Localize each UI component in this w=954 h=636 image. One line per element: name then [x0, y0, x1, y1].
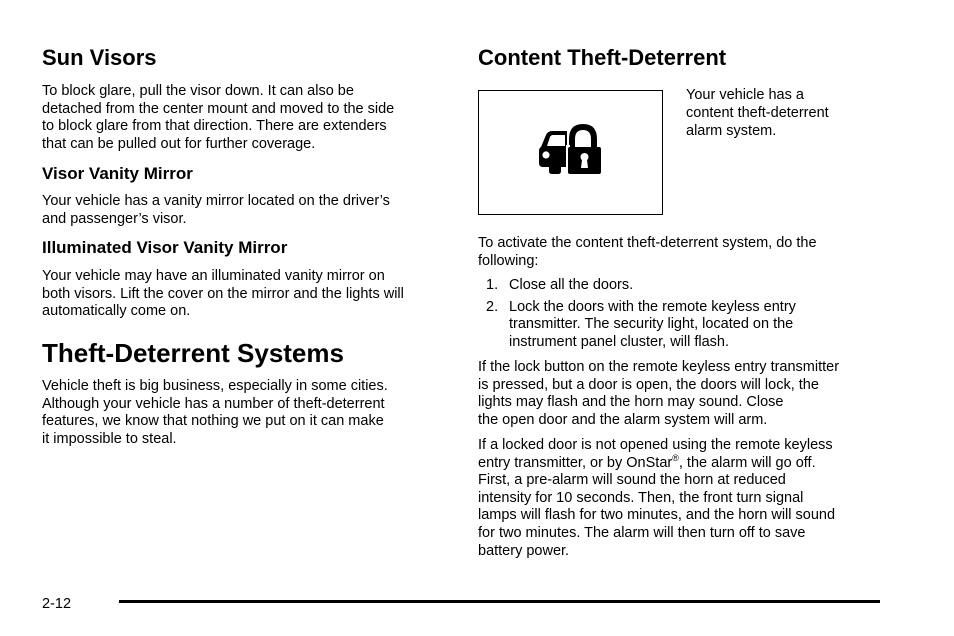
text-line: is pressed, but a door is open, the doors will lock, the: [478, 376, 819, 393]
icon-caption: [686, 86, 886, 140]
text-line: that can be pulled out for further coverage.: [42, 135, 316, 152]
paragraph-alarm: [478, 437, 835, 560]
text-line: Close all the doors.: [509, 277, 634, 293]
text-line: lamps will flash for two minutes, and the horn will sound: [478, 507, 836, 524]
text-line: features, we know that nothing we put on it can make: [42, 413, 384, 430]
text-line: content theft-deterrent: [686, 105, 829, 121]
vehicle-security-lock-icon: [537, 121, 603, 177]
text-line: Your vehicle has a vanity mirror located on the driver’s: [42, 193, 390, 209]
registered-mark: ®: [672, 452, 679, 463]
text-line: instrument panel cluster, will flash.: [509, 333, 730, 350]
paragraph-lock-button: [478, 359, 839, 429]
footer-rule: [119, 600, 880, 603]
text-line: To activate the content theft-deterrent system, do the: [478, 235, 817, 251]
step-number: 1.: [486, 277, 499, 293]
text-line: Your vehicle has a: [686, 87, 804, 103]
activation-steps: [486, 277, 796, 351]
text-line: transmitter. The security light, located on the: [509, 316, 794, 333]
list-item: [486, 299, 796, 352]
paragraph-visor-vanity-mirror: [42, 193, 390, 228]
heading-visor-vanity-mirror: Visor Vanity Mirror: [42, 164, 193, 183]
paragraph-sun-visors: [42, 83, 394, 153]
text-line: to block glare from that direction. There are extenders: [42, 118, 387, 135]
text-line: lights may flash and the horn may sound. Close: [478, 394, 784, 411]
page-number: 2-12: [42, 596, 72, 612]
text-line: both visors. Lift the cover on the mirror and the lights will: [42, 285, 404, 302]
paragraph-activate: [478, 235, 817, 270]
text-line: First, a pre-alarm will sound the horn at reduced: [478, 472, 786, 489]
text-line: If a locked door is not opened using the remote keyless: [478, 437, 833, 453]
text-line: and passenger’s visor.: [42, 210, 187, 227]
text-fragment: , the alarm will go off.: [678, 454, 816, 471]
text-line: Vehicle theft is big business, especially in some cities.: [42, 378, 388, 394]
text-line: automatically come on.: [42, 303, 191, 320]
text-line: for two minutes. The alarm will then turn off to save: [478, 524, 806, 541]
text-line: battery power.: [478, 542, 570, 559]
heading-theft-deterrent-systems: Theft-Deterrent Systems: [42, 338, 344, 368]
text-line: [478, 452, 816, 471]
heading-sun-visors: Sun Visors: [42, 45, 157, 70]
heading-illuminated-visor-vanity-mirror: Illuminated Visor Vanity Mirror: [42, 238, 288, 257]
step-number: 2.: [486, 298, 499, 315]
text-line: intensity for 10 seconds. Then, the front turn signal: [478, 489, 804, 506]
paragraph-illuminated-visor-vanity-mirror: [42, 268, 404, 321]
text-fragment: entry transmitter, or by OnStar: [478, 454, 673, 471]
heading-content-theft-deterrent: Content Theft-Deterrent: [478, 45, 727, 70]
text-line: the open door and the alarm system will arm.: [478, 411, 768, 428]
text-line: Although your vehicle has a number of theft-deterrent: [42, 395, 385, 412]
text-line: If the lock button on the remote keyless entry transmitter: [478, 359, 840, 375]
text-line: To block glare, pull the visor down. It can also be: [42, 83, 354, 99]
text-line: following:: [478, 252, 539, 269]
paragraph-theft-deterrent-systems: [42, 378, 388, 448]
text-line: detached from the center mount and moved to the side: [42, 100, 395, 117]
text-line: Your vehicle may have an illuminated vanity mirror on: [42, 268, 385, 284]
text-line: it impossible to steal.: [42, 430, 177, 447]
text-line: Lock the doors with the remote keyless entry: [509, 298, 796, 315]
list-item: [486, 277, 796, 295]
security-icon-figure: [478, 90, 663, 215]
text-line: alarm system.: [686, 123, 777, 139]
